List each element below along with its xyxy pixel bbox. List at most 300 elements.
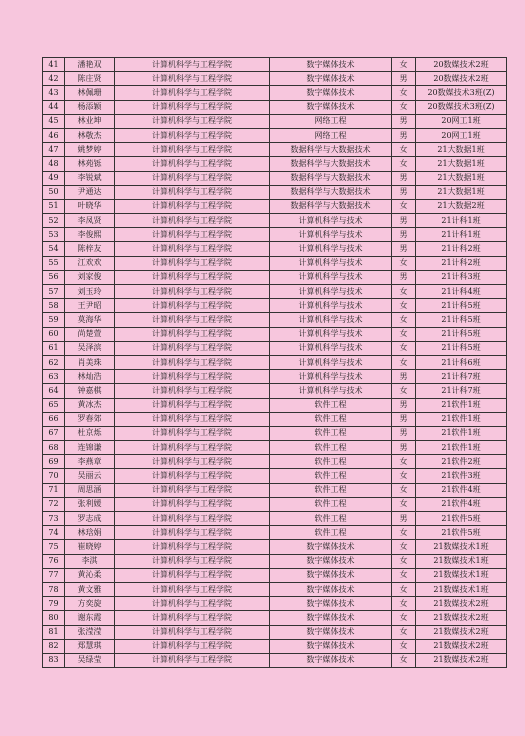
college-name-cell: 计算机科学与工程学院 (115, 398, 270, 412)
student-name-cell: 李淇 (65, 554, 115, 568)
row-number-cell: 73 (43, 512, 65, 526)
college-name-cell: 计算机科学与工程学院 (115, 384, 270, 398)
student-name-cell: 陈梓友 (65, 242, 115, 256)
gender-cell: 男 (392, 441, 416, 455)
table-row (43, 540, 507, 554)
student-name-cell: 江欢欢 (65, 256, 115, 270)
row-number-cell: 46 (43, 128, 65, 142)
major-name-cell: 计算机科学与技术 (270, 327, 392, 341)
student-roster-table (42, 57, 507, 668)
major-name-cell: 软件工程 (270, 455, 392, 469)
table-row (43, 370, 507, 384)
major-name-cell: 计算机科学与技术 (270, 370, 392, 384)
gender-cell: 男 (392, 270, 416, 284)
table-row (43, 568, 507, 582)
major-name-cell: 软件工程 (270, 526, 392, 540)
gender-cell: 女 (392, 100, 416, 114)
table-row (43, 327, 507, 341)
college-name-cell: 计算机科学与工程学院 (115, 299, 270, 313)
row-number-cell: 48 (43, 157, 65, 171)
student-name-cell: 莫海华 (65, 313, 115, 327)
row-number-cell: 53 (43, 228, 65, 242)
class-name-cell: 21数媒技术1班 (416, 554, 507, 568)
college-name-cell: 计算机科学与工程学院 (115, 611, 270, 625)
class-name-cell: 21计科3班 (416, 270, 507, 284)
major-name-cell: 计算机科学与技术 (270, 228, 392, 242)
student-name-cell: 郑慧琪 (65, 639, 115, 653)
table-row (43, 355, 507, 369)
row-number-cell: 80 (43, 611, 65, 625)
table-row (43, 128, 507, 142)
student-name-cell: 林琀娟 (65, 526, 115, 540)
student-name-cell: 姚梦婷 (65, 143, 115, 157)
major-name-cell: 计算机科学与技术 (270, 313, 392, 327)
college-name-cell: 计算机科学与工程学院 (115, 653, 270, 667)
table-row (43, 58, 507, 72)
college-name-cell: 计算机科学与工程学院 (115, 285, 270, 299)
table-row (43, 441, 507, 455)
gender-cell: 男 (392, 370, 416, 384)
row-number-cell: 43 (43, 86, 65, 100)
gender-cell: 男 (392, 185, 416, 199)
class-name-cell: 21计科6班 (416, 355, 507, 369)
table-row (43, 512, 507, 526)
major-name-cell: 计算机科学与技术 (270, 384, 392, 398)
row-number-cell: 67 (43, 426, 65, 440)
table-row (43, 426, 507, 440)
student-name-cell: 钟嘉棋 (65, 384, 115, 398)
major-name-cell: 软件工程 (270, 512, 392, 526)
table-row (43, 299, 507, 313)
table-row (43, 157, 507, 171)
class-name-cell: 21计科2班 (416, 256, 507, 270)
row-number-cell: 61 (43, 341, 65, 355)
student-name-cell: 连锦谦 (65, 441, 115, 455)
major-name-cell: 数据科学与大数据技术 (270, 157, 392, 171)
row-number-cell: 81 (43, 625, 65, 639)
row-number-cell: 83 (43, 653, 65, 667)
college-name-cell: 计算机科学与工程学院 (115, 568, 270, 582)
major-name-cell: 数据科学与大数据技术 (270, 185, 392, 199)
table-row (43, 455, 507, 469)
class-name-cell: 21软件1班 (416, 441, 507, 455)
student-name-cell: 林灿浩 (65, 370, 115, 384)
gender-cell: 女 (392, 653, 416, 667)
table-row (43, 398, 507, 412)
major-name-cell: 数字媒体技术 (270, 611, 392, 625)
row-number-cell: 42 (43, 72, 65, 86)
gender-cell: 女 (392, 58, 416, 72)
college-name-cell: 计算机科学与工程学院 (115, 228, 270, 242)
student-name-cell: 潘艳双 (65, 58, 115, 72)
gender-cell: 女 (392, 313, 416, 327)
gender-cell: 女 (392, 540, 416, 554)
class-name-cell: 21数媒技术2班 (416, 625, 507, 639)
row-number-cell: 68 (43, 441, 65, 455)
major-name-cell: 计算机科学与技术 (270, 270, 392, 284)
row-number-cell: 66 (43, 412, 65, 426)
college-name-cell: 计算机科学与工程学院 (115, 582, 270, 596)
gender-cell: 女 (392, 526, 416, 540)
class-name-cell: 21计科1班 (416, 228, 507, 242)
major-name-cell: 数字媒体技术 (270, 625, 392, 639)
student-name-cell: 周思涵 (65, 483, 115, 497)
class-name-cell: 20数媒技术3班(Z) (416, 100, 507, 114)
class-name-cell: 21计科7班 (416, 384, 507, 398)
row-number-cell: 79 (43, 597, 65, 611)
row-number-cell: 65 (43, 398, 65, 412)
row-number-cell: 69 (43, 455, 65, 469)
gender-cell: 男 (392, 398, 416, 412)
class-name-cell: 21数媒技术1班 (416, 540, 507, 554)
college-name-cell: 计算机科学与工程学院 (115, 370, 270, 384)
student-name-cell: 刘家俊 (65, 270, 115, 284)
student-name-cell: 杨添颖 (65, 100, 115, 114)
student-name-cell: 黄文雅 (65, 582, 115, 596)
gender-cell: 男 (392, 72, 416, 86)
college-name-cell: 计算机科学与工程学院 (115, 512, 270, 526)
gender-cell: 女 (392, 86, 416, 100)
row-number-cell: 60 (43, 327, 65, 341)
student-name-cell: 王尹昭 (65, 299, 115, 313)
major-name-cell: 数字媒体技术 (270, 597, 392, 611)
major-name-cell: 软件工程 (270, 483, 392, 497)
class-name-cell: 21软件5班 (416, 512, 507, 526)
major-name-cell: 数字媒体技术 (270, 582, 392, 596)
student-name-cell: 林苑铄 (65, 157, 115, 171)
student-name-cell: 李燕章 (65, 455, 115, 469)
table-row (43, 285, 507, 299)
table-row (43, 86, 507, 100)
row-number-cell: 55 (43, 256, 65, 270)
class-name-cell: 21大数据1班 (416, 157, 507, 171)
gender-cell: 女 (392, 384, 416, 398)
table-row (43, 582, 507, 596)
table-row (43, 483, 507, 497)
row-number-cell: 74 (43, 526, 65, 540)
gender-cell: 女 (392, 582, 416, 596)
class-name-cell: 21软件2班 (416, 455, 507, 469)
major-name-cell: 数字媒体技术 (270, 58, 392, 72)
class-name-cell: 21计科4班 (416, 285, 507, 299)
gender-cell: 女 (392, 455, 416, 469)
major-name-cell: 计算机科学与技术 (270, 256, 392, 270)
table-row (43, 114, 507, 128)
student-name-cell: 李锐斌 (65, 171, 115, 185)
class-name-cell: 21数媒技术1班 (416, 582, 507, 596)
major-name-cell: 计算机科学与技术 (270, 341, 392, 355)
row-number-cell: 62 (43, 355, 65, 369)
student-name-cell: 黄沁柔 (65, 568, 115, 582)
gender-cell: 女 (392, 143, 416, 157)
major-name-cell: 数字媒体技术 (270, 568, 392, 582)
row-number-cell: 44 (43, 100, 65, 114)
gender-cell: 男 (392, 426, 416, 440)
college-name-cell: 计算机科学与工程学院 (115, 355, 270, 369)
row-number-cell: 49 (43, 171, 65, 185)
student-name-cell: 吴绿莹 (65, 653, 115, 667)
table-row (43, 412, 507, 426)
student-name-cell: 张利媛 (65, 497, 115, 511)
class-name-cell: 21数媒技术2班 (416, 597, 507, 611)
major-name-cell: 数字媒体技术 (270, 86, 392, 100)
class-name-cell: 21软件4班 (416, 497, 507, 511)
major-name-cell: 数字媒体技术 (270, 653, 392, 667)
college-name-cell: 计算机科学与工程学院 (115, 497, 270, 511)
row-number-cell: 75 (43, 540, 65, 554)
gender-cell: 女 (392, 285, 416, 299)
table-row (43, 597, 507, 611)
gender-cell: 男 (392, 242, 416, 256)
college-name-cell: 计算机科学与工程学院 (115, 327, 270, 341)
gender-cell: 女 (392, 568, 416, 582)
college-name-cell: 计算机科学与工程学院 (115, 143, 270, 157)
class-name-cell: 21数媒技术2班 (416, 639, 507, 653)
class-name-cell: 20数媒技术2班 (416, 58, 507, 72)
row-number-cell: 58 (43, 299, 65, 313)
table-row (43, 256, 507, 270)
major-name-cell: 计算机科学与技术 (270, 299, 392, 313)
table-row (43, 653, 507, 667)
gender-cell: 女 (392, 625, 416, 639)
student-name-cell: 谢东霞 (65, 611, 115, 625)
table-row (43, 228, 507, 242)
gender-cell: 男 (392, 114, 416, 128)
college-name-cell: 计算机科学与工程学院 (115, 171, 270, 185)
row-number-cell: 57 (43, 285, 65, 299)
student-name-cell: 刘玉玲 (65, 285, 115, 299)
gender-cell: 男 (392, 228, 416, 242)
college-name-cell: 计算机科学与工程学院 (115, 554, 270, 568)
gender-cell: 女 (392, 611, 416, 625)
gender-cell: 女 (392, 256, 416, 270)
table-row (43, 72, 507, 86)
student-name-cell: 吴丽云 (65, 469, 115, 483)
college-name-cell: 计算机科学与工程学院 (115, 426, 270, 440)
row-number-cell: 47 (43, 143, 65, 157)
major-name-cell: 数据科学与大数据技术 (270, 171, 392, 185)
row-number-cell: 59 (43, 313, 65, 327)
row-number-cell: 78 (43, 582, 65, 596)
college-name-cell: 计算机科学与工程学院 (115, 157, 270, 171)
table-row (43, 341, 507, 355)
major-name-cell: 数字媒体技术 (270, 540, 392, 554)
major-name-cell: 数字媒体技术 (270, 72, 392, 86)
gender-cell: 女 (392, 341, 416, 355)
row-number-cell: 77 (43, 568, 65, 582)
college-name-cell: 计算机科学与工程学院 (115, 639, 270, 653)
gender-cell: 男 (392, 412, 416, 426)
major-name-cell: 数字媒体技术 (270, 100, 392, 114)
class-name-cell: 21计科2班 (416, 242, 507, 256)
class-name-cell: 21软件3班 (416, 469, 507, 483)
row-number-cell: 64 (43, 384, 65, 398)
class-name-cell: 21计科5班 (416, 327, 507, 341)
class-name-cell: 21数媒技术1班 (416, 568, 507, 582)
college-name-cell: 计算机科学与工程学院 (115, 526, 270, 540)
table-row (43, 270, 507, 284)
gender-cell: 女 (392, 327, 416, 341)
college-name-cell: 计算机科学与工程学院 (115, 86, 270, 100)
table-row (43, 497, 507, 511)
major-name-cell: 软件工程 (270, 441, 392, 455)
major-name-cell: 数据科学与大数据技术 (270, 143, 392, 157)
major-name-cell: 数字媒体技术 (270, 554, 392, 568)
class-name-cell: 20网工1班 (416, 128, 507, 142)
table-row (43, 384, 507, 398)
row-number-cell: 76 (43, 554, 65, 568)
row-number-cell: 45 (43, 114, 65, 128)
college-name-cell: 计算机科学与工程学院 (115, 100, 270, 114)
row-number-cell: 50 (43, 185, 65, 199)
class-name-cell: 21数媒技术2班 (416, 611, 507, 625)
row-number-cell: 70 (43, 469, 65, 483)
college-name-cell: 计算机科学与工程学院 (115, 199, 270, 213)
major-name-cell: 软件工程 (270, 469, 392, 483)
table-row (43, 611, 507, 625)
college-name-cell: 计算机科学与工程学院 (115, 58, 270, 72)
gender-cell: 女 (392, 157, 416, 171)
class-name-cell: 21大数据2班 (416, 199, 507, 213)
major-name-cell: 计算机科学与技术 (270, 355, 392, 369)
college-name-cell: 计算机科学与工程学院 (115, 469, 270, 483)
class-name-cell: 21数媒技术2班 (416, 653, 507, 667)
class-name-cell: 21计科7班 (416, 370, 507, 384)
college-name-cell: 计算机科学与工程学院 (115, 256, 270, 270)
class-name-cell: 21软件1班 (416, 412, 507, 426)
major-name-cell: 网络工程 (270, 128, 392, 142)
college-name-cell: 计算机科学与工程学院 (115, 313, 270, 327)
class-name-cell: 21软件1班 (416, 426, 507, 440)
gender-cell: 女 (392, 554, 416, 568)
student-name-cell: 林敬杰 (65, 128, 115, 142)
table-row (43, 185, 507, 199)
student-name-cell: 罗春郊 (65, 412, 115, 426)
gender-cell: 女 (392, 483, 416, 497)
gender-cell: 女 (392, 497, 416, 511)
gender-cell: 女 (392, 299, 416, 313)
table-row (43, 639, 507, 653)
class-name-cell: 21计科5班 (416, 341, 507, 355)
student-name-cell: 林佩珊 (65, 86, 115, 100)
table-row (43, 143, 507, 157)
student-name-cell: 李俊熙 (65, 228, 115, 242)
class-name-cell: 21计科5班 (416, 313, 507, 327)
student-name-cell: 陈庄贤 (65, 72, 115, 86)
college-name-cell: 计算机科学与工程学院 (115, 625, 270, 639)
student-name-cell: 杜京烁 (65, 426, 115, 440)
college-name-cell: 计算机科学与工程学院 (115, 270, 270, 284)
major-name-cell: 计算机科学与技术 (270, 285, 392, 299)
row-number-cell: 71 (43, 483, 65, 497)
student-name-cell: 林业坤 (65, 114, 115, 128)
roster-body (43, 58, 507, 668)
class-name-cell: 21大数据1班 (416, 185, 507, 199)
class-name-cell: 21大数据1班 (416, 143, 507, 157)
table-row (43, 242, 507, 256)
college-name-cell: 计算机科学与工程学院 (115, 114, 270, 128)
major-name-cell: 计算机科学与技术 (270, 214, 392, 228)
row-number-cell: 63 (43, 370, 65, 384)
row-number-cell: 82 (43, 639, 65, 653)
class-name-cell: 20数媒技术3班(Z) (416, 86, 507, 100)
student-name-cell: 李凤贤 (65, 214, 115, 228)
student-name-cell: 肖美珠 (65, 355, 115, 369)
college-name-cell: 计算机科学与工程学院 (115, 441, 270, 455)
college-name-cell: 计算机科学与工程学院 (115, 72, 270, 86)
row-number-cell: 51 (43, 199, 65, 213)
gender-cell: 女 (392, 639, 416, 653)
gender-cell: 男 (392, 128, 416, 142)
table-row (43, 526, 507, 540)
table-row (43, 554, 507, 568)
student-name-cell: 方奕旋 (65, 597, 115, 611)
student-name-cell: 吴泽滨 (65, 341, 115, 355)
table-row (43, 100, 507, 114)
college-name-cell: 计算机科学与工程学院 (115, 341, 270, 355)
gender-cell: 女 (392, 469, 416, 483)
row-number-cell: 54 (43, 242, 65, 256)
gender-cell: 女 (392, 355, 416, 369)
college-name-cell: 计算机科学与工程学院 (115, 483, 270, 497)
student-name-cell: 崔晓婷 (65, 540, 115, 554)
table-row (43, 171, 507, 185)
major-name-cell: 软件工程 (270, 426, 392, 440)
student-name-cell: 罗志成 (65, 512, 115, 526)
table-row (43, 214, 507, 228)
college-name-cell: 计算机科学与工程学院 (115, 412, 270, 426)
gender-cell: 男 (392, 512, 416, 526)
gender-cell: 女 (392, 597, 416, 611)
table-row (43, 469, 507, 483)
class-name-cell: 21软件1班 (416, 398, 507, 412)
college-name-cell: 计算机科学与工程学院 (115, 242, 270, 256)
college-name-cell: 计算机科学与工程学院 (115, 185, 270, 199)
row-number-cell: 56 (43, 270, 65, 284)
college-name-cell: 计算机科学与工程学院 (115, 128, 270, 142)
student-name-cell: 尹通达 (65, 185, 115, 199)
college-name-cell: 计算机科学与工程学院 (115, 597, 270, 611)
table-row (43, 199, 507, 213)
major-name-cell: 数据科学与大数据技术 (270, 199, 392, 213)
college-name-cell: 计算机科学与工程学院 (115, 540, 270, 554)
class-name-cell: 21计科1班 (416, 214, 507, 228)
major-name-cell: 软件工程 (270, 398, 392, 412)
row-number-cell: 41 (43, 58, 65, 72)
class-name-cell: 20数媒技术2班 (416, 72, 507, 86)
college-name-cell: 计算机科学与工程学院 (115, 455, 270, 469)
row-number-cell: 52 (43, 214, 65, 228)
class-name-cell: 21软件4班 (416, 483, 507, 497)
class-name-cell: 20网工1班 (416, 114, 507, 128)
class-name-cell: 21计科5班 (416, 299, 507, 313)
major-name-cell: 软件工程 (270, 412, 392, 426)
gender-cell: 女 (392, 199, 416, 213)
student-name-cell: 尚楚萱 (65, 327, 115, 341)
student-name-cell: 叶晓华 (65, 199, 115, 213)
gender-cell: 男 (392, 214, 416, 228)
student-name-cell: 张滢滢 (65, 625, 115, 639)
class-name-cell: 21大数据1班 (416, 171, 507, 185)
major-name-cell: 网络工程 (270, 114, 392, 128)
class-name-cell: 21软件5班 (416, 526, 507, 540)
major-name-cell: 数字媒体技术 (270, 639, 392, 653)
table-row (43, 313, 507, 327)
college-name-cell: 计算机科学与工程学院 (115, 214, 270, 228)
major-name-cell: 计算机科学与技术 (270, 242, 392, 256)
row-number-cell: 72 (43, 497, 65, 511)
gender-cell: 男 (392, 171, 416, 185)
